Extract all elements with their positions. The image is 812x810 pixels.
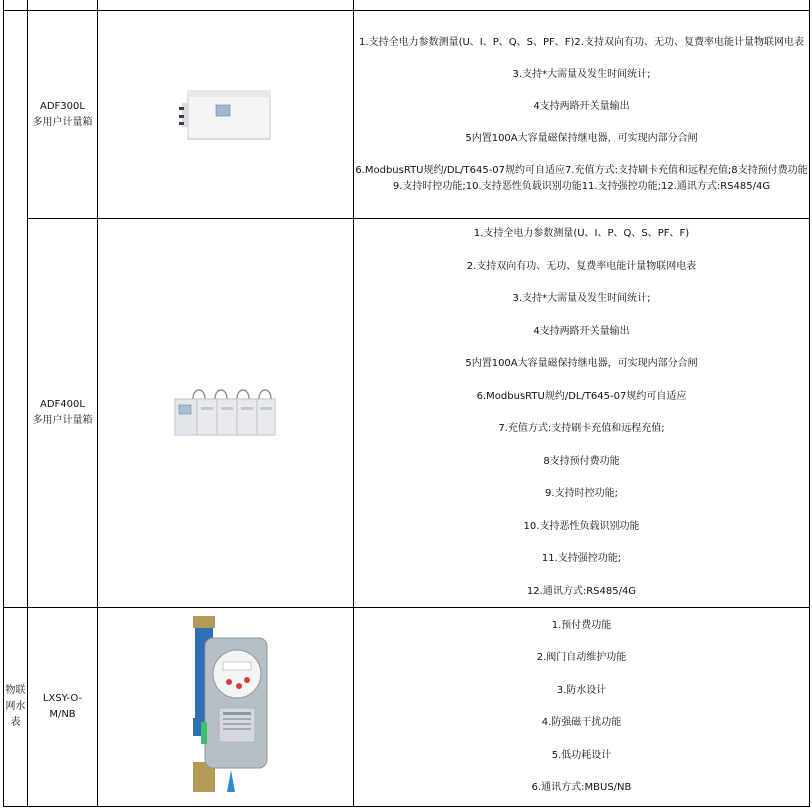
feature-line: 4支持两路开关量输出 [533, 100, 630, 112]
category-cell [4, 608, 28, 807]
feature-line: 6.ModbusRTU规约/DL/T645-07规约可自适应7.充值方式:支持刷卡充值和远程充值;8支持预付费功能9.支持时控功能;10.支持恶性负载识别功能11.支持强控功能;12.通讯方式:RS485/4G [355, 164, 808, 192]
model-number: LXSY-O-M/NB [42, 693, 83, 720]
feature-line: 8支持预付费功能 [543, 455, 620, 467]
features-cell [354, 608, 810, 807]
top-strip-cell [4, 0, 28, 11]
product-image-cell [98, 11, 354, 219]
feature-line: 3.支持*大需量及发生时间统计; [512, 293, 651, 305]
model-name: 多用户计量箱 [32, 116, 93, 128]
top-strip-cell [354, 0, 810, 11]
feature-line: 10.支持恶性负载识别功能 [523, 520, 640, 532]
product-image-cell [98, 219, 354, 608]
feature-line: 1.预付费功能 [551, 619, 612, 631]
feature-line: 1.支持全电力参数测量(U、I、P、Q、S、PF、F) [473, 228, 690, 240]
table-row-adf400l [4, 219, 810, 608]
water-meter-icon [171, 612, 281, 802]
category-label: 物联网水表 [5, 685, 26, 728]
feature-line: 6.通讯方式:MBUS/NB [531, 782, 632, 794]
model-cell [28, 11, 98, 219]
feature-line: 5内置100A大容量磁保持继电器，可实现内部分合闸 [465, 358, 698, 370]
product-image-cell [98, 608, 354, 807]
top-strip-cell [98, 0, 354, 11]
table-row-adf300l [4, 11, 810, 219]
features-cell [354, 11, 810, 219]
category-cell-empty [4, 11, 28, 608]
product-spec-table [3, 0, 810, 807]
model-cell [28, 219, 98, 608]
feature-line: 5.低功耗设计 [551, 749, 612, 761]
feature-line: 2.阀门自动维护功能 [536, 652, 627, 664]
feature-line: 1.支持全电力参数测量(U、I、P、Q、S、PF、F)2.支持双向有功、无功、复费率电能计量物联网电表 [359, 36, 804, 48]
feature-line: 3.支持*大需量及发生时间统计; [512, 68, 651, 80]
feature-line: 5内置100A大容量磁保持继电器，可实现内部分合闸 [465, 132, 698, 144]
top-strip-cell [28, 0, 98, 11]
feature-line: 4支持两路开关量输出 [533, 325, 630, 337]
feature-line: 2.支持双向有功、无功、复费率电能计量物联网电表 [466, 260, 697, 272]
meter-box-icon [176, 87, 276, 143]
model-name: 多用户计量箱 [32, 415, 93, 426]
features-cell [354, 219, 810, 608]
feature-line: 7.充值方式:支持刷卡充值和远程充值; [498, 423, 665, 435]
feature-line: 9.支持时控功能; [545, 488, 618, 500]
model-cell [28, 608, 98, 807]
model-number: ADF400L [40, 399, 85, 410]
feature-line: 4.防强磁干扰功能 [541, 717, 622, 729]
table-row-water-meter [4, 608, 810, 807]
feature-line: 12.通讯方式:RS485/4G [526, 585, 637, 597]
model-number: ADF300L [40, 100, 85, 112]
din-rail-meters-icon [171, 385, 281, 441]
feature-line: 3.防水设计 [556, 684, 607, 696]
feature-line: 6.ModbusRTU规约/DL/T645-07规约可自适应 [476, 390, 687, 402]
feature-line: 11.支持强控功能; [541, 553, 622, 565]
table-top-strip [4, 0, 810, 11]
